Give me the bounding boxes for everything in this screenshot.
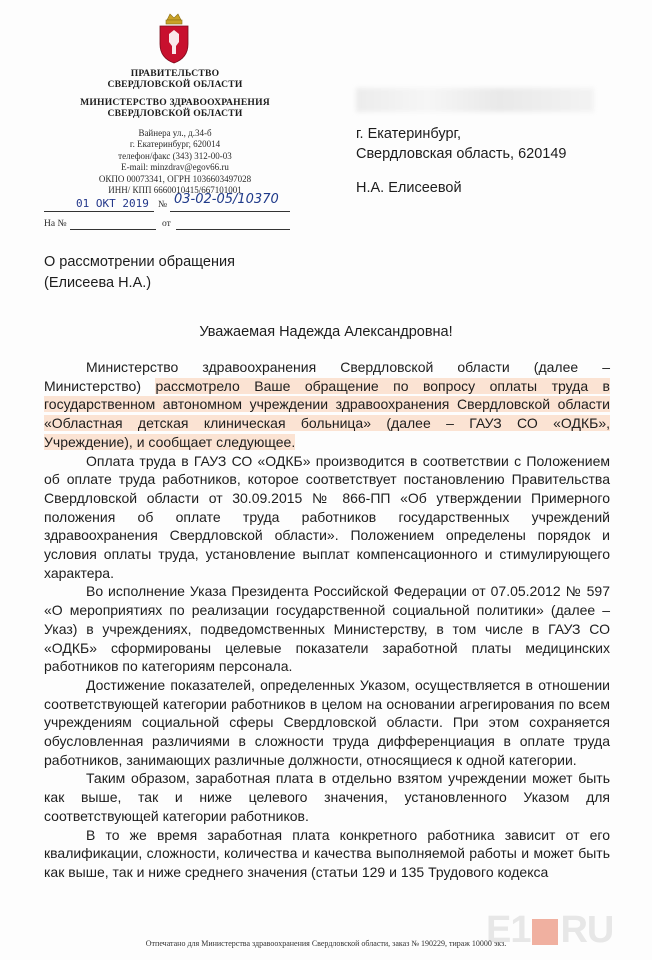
reference-from: от bbox=[162, 219, 171, 229]
registration-number-handwritten: 03-02-05/10370 bbox=[174, 192, 279, 207]
print-footer: Отпечатано для Министерства здравоохранения Свердловской области, заказ № 190229, тираж 10000 экз. bbox=[145, 939, 507, 948]
letter-body bbox=[44, 358, 610, 882]
paragraph: Оплата труда в ГАУЗ СО «ОДКБ» производится в соответствии с Положением об оплате труда работников, которое соответствует постановлению Правительства Свердловской области от 30.09.2015 № 866-ПП «Об утверждении Примерного положения об оплате труда работников государственных учреждений здравоохранения Свердловской области». Положением определены порядок и условия оплаты труда, установление выплат компенсационного и стимулирующего характера. bbox=[44, 452, 610, 581]
greeting: Уважаемая Надежда Александровна! bbox=[199, 324, 453, 340]
government-title: ПРАВИТЕЛЬСТВО СВЕРДЛОВСКОЙ ОБЛАСТИ bbox=[107, 68, 243, 90]
reference-number-underline bbox=[70, 229, 156, 230]
registration-date-stamp: 01 ОКТ 2019 bbox=[76, 197, 149, 210]
address-line: Вайнера ул., д.34-б bbox=[138, 128, 212, 138]
address-line: ОКПО 00073341, ОГРН 1036603497028 bbox=[98, 173, 252, 184]
address-line: ИНН/ КПП 6660010415/667101001 bbox=[108, 185, 242, 196]
reg-number-sign: № bbox=[158, 200, 168, 210]
coat-of-arms-icon bbox=[157, 12, 191, 64]
reference-date-underline bbox=[176, 229, 290, 230]
ministry-address bbox=[40, 128, 310, 196]
recipient-city: г. Екатеринбург, bbox=[356, 126, 462, 142]
watermark-right: RU bbox=[560, 909, 614, 951]
subject-line: (Елисеева Н.А.) bbox=[44, 275, 152, 291]
redacted-address bbox=[356, 88, 594, 112]
subject bbox=[44, 252, 235, 294]
ministry-title: МИНИСТЕРСТВО ЗДРАВООХРАНЕНИЯ СВЕРДЛОВСКОЙ ОБЛАСТИ bbox=[80, 97, 270, 119]
date-underline bbox=[44, 211, 154, 212]
recipient-region: Свердловская область, 620149 bbox=[356, 146, 567, 162]
paragraph: Достижение показателей, определенных Указом, осуществляется в отношении соответствующей категории работников в целом на основании агрегирования по всем учреждениям социальной сферы Свердловской области. При этом сохраняется обусловленная различиями в сложности труда дифференциация в оплате труда работников, занимающих различные должности, относящиеся к одной категории. bbox=[44, 676, 610, 768]
reg-number-underline bbox=[170, 211, 290, 212]
paragraph-text: Министерство здравоохранения Свердловской области (далее – Министерство) bbox=[44, 359, 610, 394]
paragraph bbox=[44, 358, 610, 452]
address-line: телефон/факс (343) 312-00-03 bbox=[118, 150, 232, 161]
subject-line: О рассмотрении обращения bbox=[44, 254, 235, 270]
paragraph: В то же время заработная плата конкретного работника зависит от его квалификации, сложности, количества и качества выполняемой работы и может быть как выше, так и ниже среднего значения (статьи 129 и 135 Трудового кодекса bbox=[44, 826, 610, 880]
address-line: E-mail: minzdrav@egov66.ru bbox=[121, 162, 229, 173]
paragraph: Во исполнение Указа Президента Российской Федерации от 07.05.2012 № 597 «О мероприятиях по реализации государственной социальной политики» (далее – Указ) в учреждениях, подведомственных Министерству, в том числе в ГАУЗ СО «ОДКБ» сформированы целевые показатели заработной платы медицинских работников по категориям персонала. bbox=[44, 583, 610, 675]
paragraph: Таким образом, заработная плата в отдельно взятом учреждении может быть как выше, так и ниже целевого значения, установленного Указом для соответствующей категории работников. bbox=[44, 770, 610, 824]
recipient-name: Н.А. Елисеевой bbox=[356, 180, 462, 196]
highlighted-text: рассмотрело Ваше обращение по вопросу оплаты труда в государственном автономном учреждении здравоохранения Свердловской области «Областная детская клиническая больница» (далее – ГАУЗ СО «ОДКБ», Учреждение), и сообщает следующее. bbox=[44, 377, 610, 450]
address-line: г. Екатеринбург, 620014 bbox=[129, 139, 221, 150]
reference-prefix: На № bbox=[44, 219, 67, 229]
watermark-left: E1 bbox=[486, 909, 531, 951]
